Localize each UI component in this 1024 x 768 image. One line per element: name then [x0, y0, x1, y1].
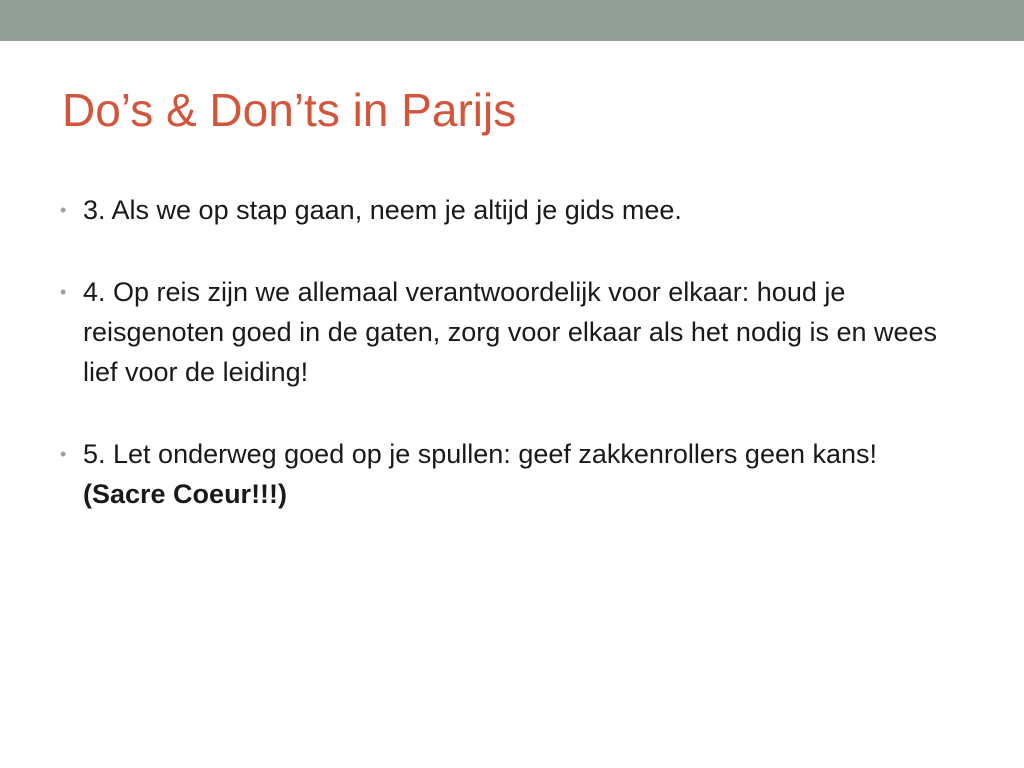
- bullet-dot-icon: •: [60, 200, 67, 220]
- bullet-list: [60, 190, 960, 556]
- bullet-item-5: [60, 434, 960, 514]
- bullet-text: 5. Let onderweg goed op je spullen: geef zakkenrollers geen kans!: [83, 439, 878, 469]
- bullet-bold-text: (Sacre Coeur!!!): [83, 479, 288, 509]
- bullet-item-4: [60, 272, 960, 392]
- bullet-dot-icon: •: [60, 282, 67, 302]
- top-accent-bar: [0, 0, 1024, 41]
- bullet-dot-icon: •: [60, 444, 67, 464]
- slide-title: Do’s & Don’ts in Parijs: [62, 84, 517, 136]
- bullet-text: 3. Als we op stap gaan, neem je altijd je gids mee.: [83, 195, 682, 225]
- bullet-item-3: [60, 190, 960, 230]
- bullet-text: 4. Op reis zijn we allemaal verantwoordelijk voor elkaar: houd je reisgenoten goed in de gaten, zorg voor elkaar als het nodig is en wees lief voor de leiding!: [83, 277, 938, 387]
